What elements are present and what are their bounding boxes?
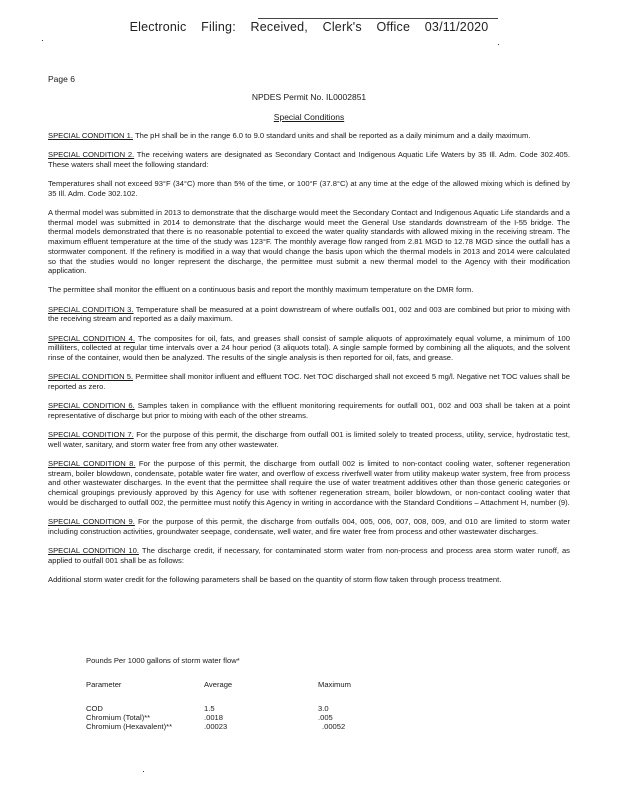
table-row: [86, 704, 386, 713]
condition-text: For the purpose of this permit, the discharge from outfalls 004, 005, 006, 007, 008, 009, and 010 are limited to storm water including construction activities, groundwater seepage, condensate, well water, and fire water free from process and other wastewater discharges.: [48, 516, 570, 536]
condition-label: SPECIAL CONDITION 3.: [48, 304, 134, 314]
condition-paragraph: [48, 459, 570, 508]
condition-label: SPECIAL CONDITION 7.: [48, 429, 134, 439]
condition-label: SPECIAL CONDITION 8.: [48, 458, 136, 468]
condition-text: The composites for oil, fats, and greases shall consist of sample aliquots of approximately equal volume, a minimum of 100 milliliters, collected at regular time intervals over a 24 hour period (3 aliquots total). A single sample formed by combining all the aliquots, and the solvent rinse of the container, would then be analyzed. The results of the single analysis is then reported for oil, fats, and grease.: [48, 333, 570, 362]
condition-text: Additional storm water credit for the following parameters shall be based on the quantity of storm flow taken through process treatment.: [48, 574, 502, 584]
cell-maximum: .00052: [322, 722, 346, 731]
table-row: [86, 713, 386, 722]
condition-paragraph: [48, 575, 570, 585]
scan-speck: [498, 44, 499, 45]
header-average: Average: [204, 680, 233, 689]
stamp-underline: [258, 18, 498, 19]
condition-label: SPECIAL CONDITION 6.: [48, 401, 135, 411]
cell-maximum: 3.0: [318, 704, 329, 713]
condition-paragraph: [48, 546, 570, 565]
condition-paragraph: [48, 430, 570, 449]
cell-parameter: COD: [86, 704, 103, 713]
condition-text: For the purpose of this permit, the discharge from outfall 002 is limited to non-contact cooling water, softener regeneration stream, boiler blowdown, condensate, potable water fire water, and overflow of excess riverfwell water from utility makeup water system, free from process and other wastewater discharges. In the event that the permittee shall require the use of water treatment additives other than those generic categories or chemical groupings previously approved by this Agency for use with softener regeneration stream, boiler blowdown, or non-contact cooling water that would be discharged to outfall 002, the permittee must notify this Agency in writing in accordance with the Standard Conditions – Attachment H, number (9).: [48, 458, 570, 507]
condition-text: The receiving waters are designated as Secondary Contact and Indigenous Aquatic Life Waters by 35 Ill. Adm. Code 302.405. These waters shall meet the following standard:: [48, 150, 570, 169]
condition-text: The permittee shall monitor the effluent on a continuous basis and report the monthly maximum temperature on the DMR form.: [48, 285, 474, 295]
permit-number: NPDES Permit No. IL0002851: [251, 92, 367, 102]
condition-text: For the purpose of this permit, the discharge from outfall 001 is limited solely to treated process, utility, service, hydrostatic test, well water, sanitary, and storm water free from any other wastewater.: [48, 429, 570, 449]
scan-speck: [42, 40, 43, 41]
credit-table: [86, 680, 386, 731]
cell-average: 1.5: [204, 704, 215, 713]
scan-speck: [143, 771, 144, 772]
condition-text: Temperature shall be measured at a point downstream of where outfalls 001, 002 and 003 are combined but prior to mixing with the receiving stream and reported as a daily maximum.: [48, 304, 570, 324]
condition-paragraph: [48, 131, 570, 141]
condition-paragraph: [48, 305, 570, 324]
header-parameter: Parameter: [86, 680, 122, 689]
table-row: [86, 722, 386, 731]
table-header-row: [86, 680, 386, 704]
page-number: Page 6: [48, 74, 75, 84]
condition-paragraph: [48, 285, 570, 295]
condition-label: SPECIAL CONDITION 1.: [48, 131, 133, 140]
condition-text: Samples taken in compliance with the effluent monitoring requirements for outfall 001, 002 and 003 shall be taken at a point representative of discharge but prior to mixing with each of the other streams.: [48, 401, 570, 420]
condition-label: SPECIAL CONDITION 10.: [48, 545, 139, 555]
conditions-body: [48, 131, 570, 594]
condition-label: SPECIAL CONDITION 5.: [48, 372, 134, 382]
condition-label: SPECIAL CONDITION 4.: [48, 333, 135, 343]
condition-paragraph: [48, 401, 570, 420]
condition-label: SPECIAL CONDITION 9.: [48, 516, 135, 526]
condition-text: The discharge credit, if necessary, for contaminated storm water from non-process and process area storm water runoff, as applied to outfall 001 shall be as follows:: [48, 545, 570, 565]
section-title: Special Conditions: [273, 112, 345, 122]
condition-paragraph: [48, 372, 570, 391]
condition-label: SPECIAL CONDITION 2.: [48, 150, 135, 160]
cell-average: .00023: [204, 722, 228, 731]
cell-maximum: .005: [318, 713, 333, 722]
condition-paragraph: [48, 517, 570, 536]
condition-paragraph: [48, 208, 570, 276]
condition-text: The pH shall be in the range 6.0 to 9.0 standard units and shall be reported as a daily minimum and a daily maximum.: [134, 131, 531, 140]
condition-paragraph: [48, 334, 570, 363]
condition-paragraph: [48, 179, 570, 198]
cell-parameter: Chromium (Hexavalent)**: [86, 722, 173, 731]
filing-stamp: Electronic Filing: Received, Clerk's Office 03/11/2020: [129, 20, 489, 34]
condition-text: Permittee shall monitor influent and effluent TOC. Net TOC discharged shall not exceed 5 mg/l. Negative net TOC values shall be reported as zero.: [48, 372, 570, 391]
cell-parameter: Chromium (Total)**: [86, 713, 151, 722]
table-caption: Pounds Per 1000 gallons of storm water flow*: [86, 656, 240, 665]
condition-text: A thermal model was submitted in 2013 to demonstrate that the discharge would meet the Secondary Contact and Indigenous Aquatic Life standards and a thermal model was submitted in 2014 to demonstrate that the discharge would meet the General Use standards downstream of the I-55 bridge. The thermal models demonstrated that there is no reasonable potential to exceed the water quality standards with allowed mixing in the receiving stream. The maximum effluent temperature at the time of the study was 123°F. The monthly average flow ranged from 2.81 MGD to 12.78 MGD since the outfall has a stormwater component. If the refinery is modified in a way that would change the basis upon which the thermal models in 2013 and 2014 were calculated so that the studies would no longer represent the discharge, the permittee must submit a new thermal model to the Agency with their modification application.: [48, 208, 570, 276]
condition-paragraph: [48, 150, 570, 169]
condition-text: Temperatures shall not exceed 93°F (34°C) more than 5% of the time, or 100°F (37.8°C) at any time at the edge of the allowed mixing which is defined by 35 Ill. Adm. Code 302.102.: [48, 179, 570, 198]
header-maximum: Maximum: [318, 680, 351, 689]
cell-average: .0018: [204, 713, 224, 722]
